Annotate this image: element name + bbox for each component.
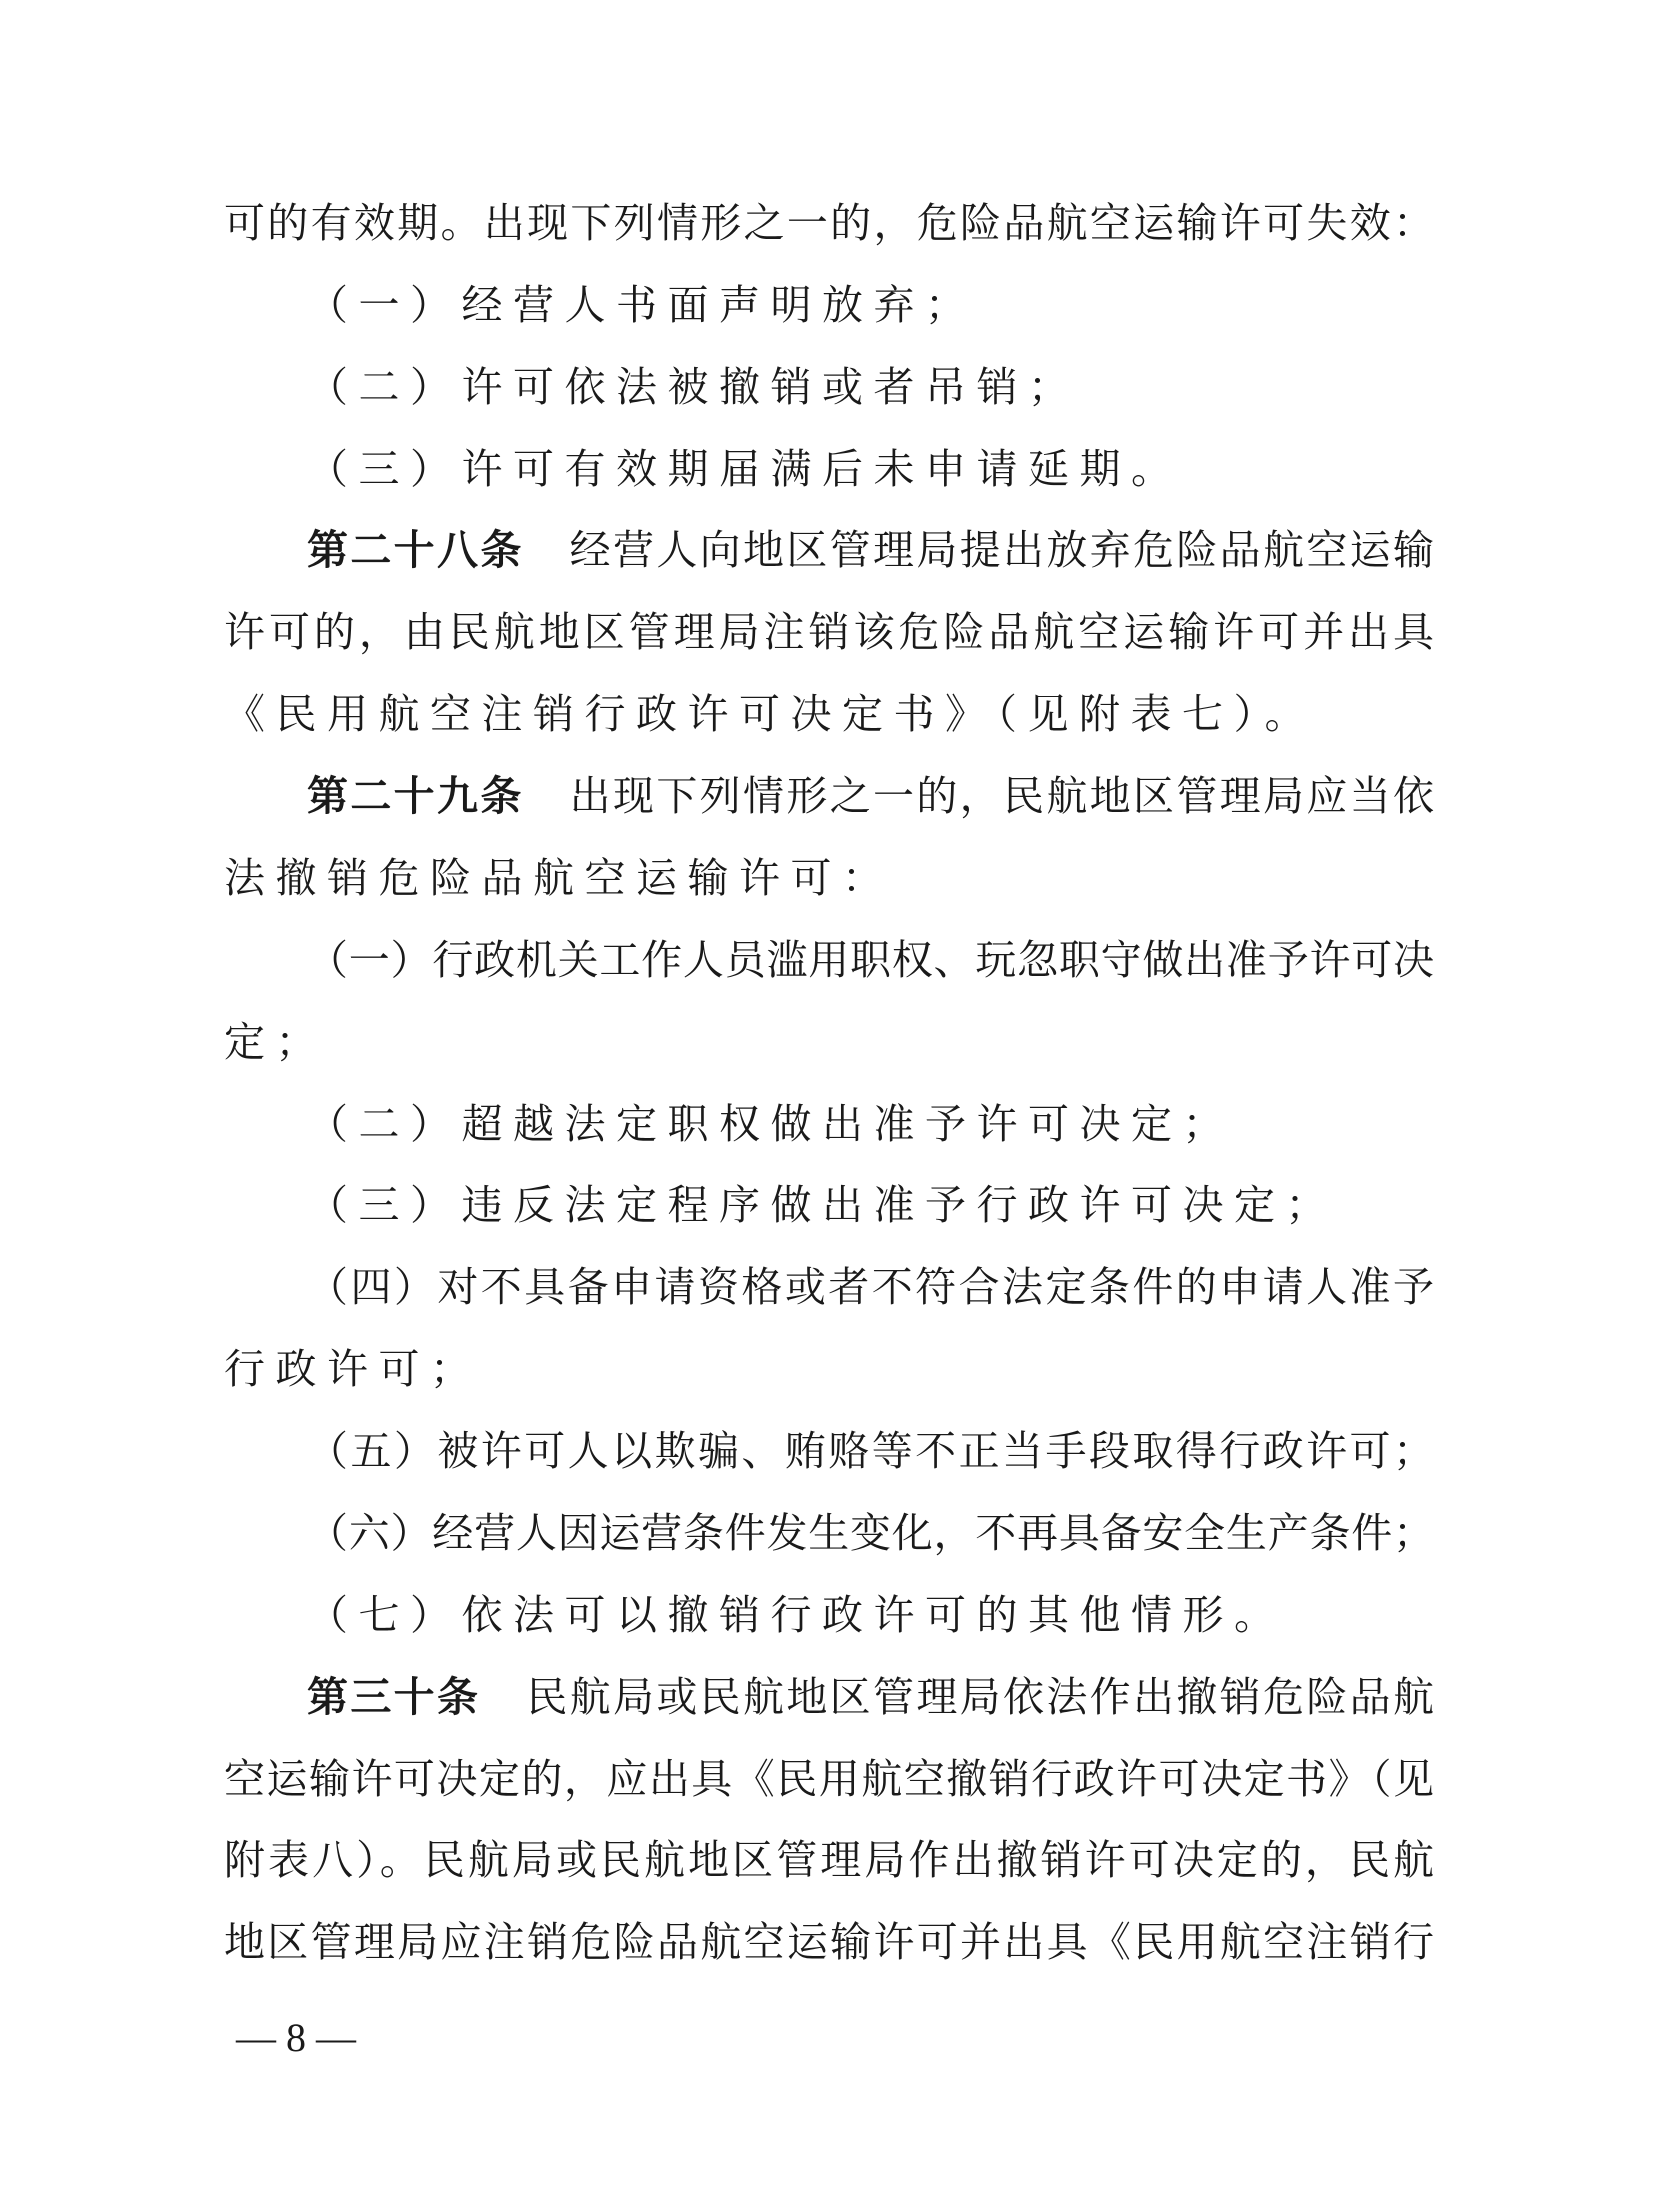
paragraph-line: 可的有效期。出现下列情形之一的，危险品航空运输许可失效： bbox=[224, 199, 1434, 247]
list-item: （七）依法可以撤销行政许可的其他情形。 bbox=[307, 1591, 1286, 1639]
list-item: （四）对不具备申请资格或者不符合法定条件的申请人准予 bbox=[307, 1263, 1434, 1311]
list-item: （二）超越法定职权做出准予许可决定； bbox=[307, 1100, 1234, 1148]
list-item: （一）经营人书面声明放弃； bbox=[307, 281, 977, 329]
paragraph-line: 附表八）。民航局或民航地区管理局作出撤销许可决定的，民航 bbox=[224, 1836, 1434, 1884]
list-item: （三）违反法定程序做出准予行政许可决定； bbox=[307, 1181, 1337, 1229]
paragraph-line: 法撤销危险品航空运输许可： bbox=[224, 854, 894, 902]
article-29-first-line bbox=[307, 768, 1434, 824]
list-item: （六）经营人因运营条件发生变化，不再具备安全生产条件； bbox=[307, 1509, 1434, 1557]
article-30-heading: 第三十条 bbox=[307, 1673, 481, 1721]
paragraph-line: 空运输许可决定的，应出具《民用航空撤销行政许可决定书》（见 bbox=[224, 1755, 1434, 1803]
list-item: （三）许可有效期届满后未申请延期。 bbox=[307, 445, 1183, 493]
article-28-heading: 第二十八条 bbox=[307, 526, 524, 574]
paragraph-line: 地区管理局应注销危险品航空运输许可并出具《民用航空注销行 bbox=[224, 1918, 1434, 1966]
paragraph-line: 行政许可； bbox=[224, 1345, 482, 1393]
paragraph-line: 许可的，由民航地区管理局注销该危险品航空运输许可并出具 bbox=[224, 608, 1434, 656]
list-item: （五）被许可人以欺骗、贿赂等不正当手段取得行政许可； bbox=[307, 1427, 1434, 1475]
article-28-text: 经营人向地区管理局提出放弃危险品航空运输 bbox=[569, 526, 1435, 574]
page-number: — 8 — bbox=[236, 2015, 356, 2060]
article-30-first-line bbox=[307, 1669, 1434, 1725]
article-28-first-line bbox=[307, 522, 1434, 578]
list-item: （一）行政机关工作人员滥用职权、玩忽职守做出准予许可决 bbox=[307, 936, 1434, 984]
article-29-heading: 第二十九条 bbox=[307, 772, 524, 820]
list-item: （二）许可依法被撤销或者吊销； bbox=[307, 363, 1080, 411]
paragraph-line: 《民用航空注销行政许可决定书》（见附表七）。 bbox=[224, 690, 1316, 738]
paragraph-line: 定； bbox=[224, 1018, 327, 1066]
article-29-text: 出现下列情形之一的，民航地区管理局应当依 bbox=[569, 772, 1435, 820]
article-30-text: 民航局或民航地区管理局依法作出撤销危险品航 bbox=[526, 1673, 1435, 1721]
